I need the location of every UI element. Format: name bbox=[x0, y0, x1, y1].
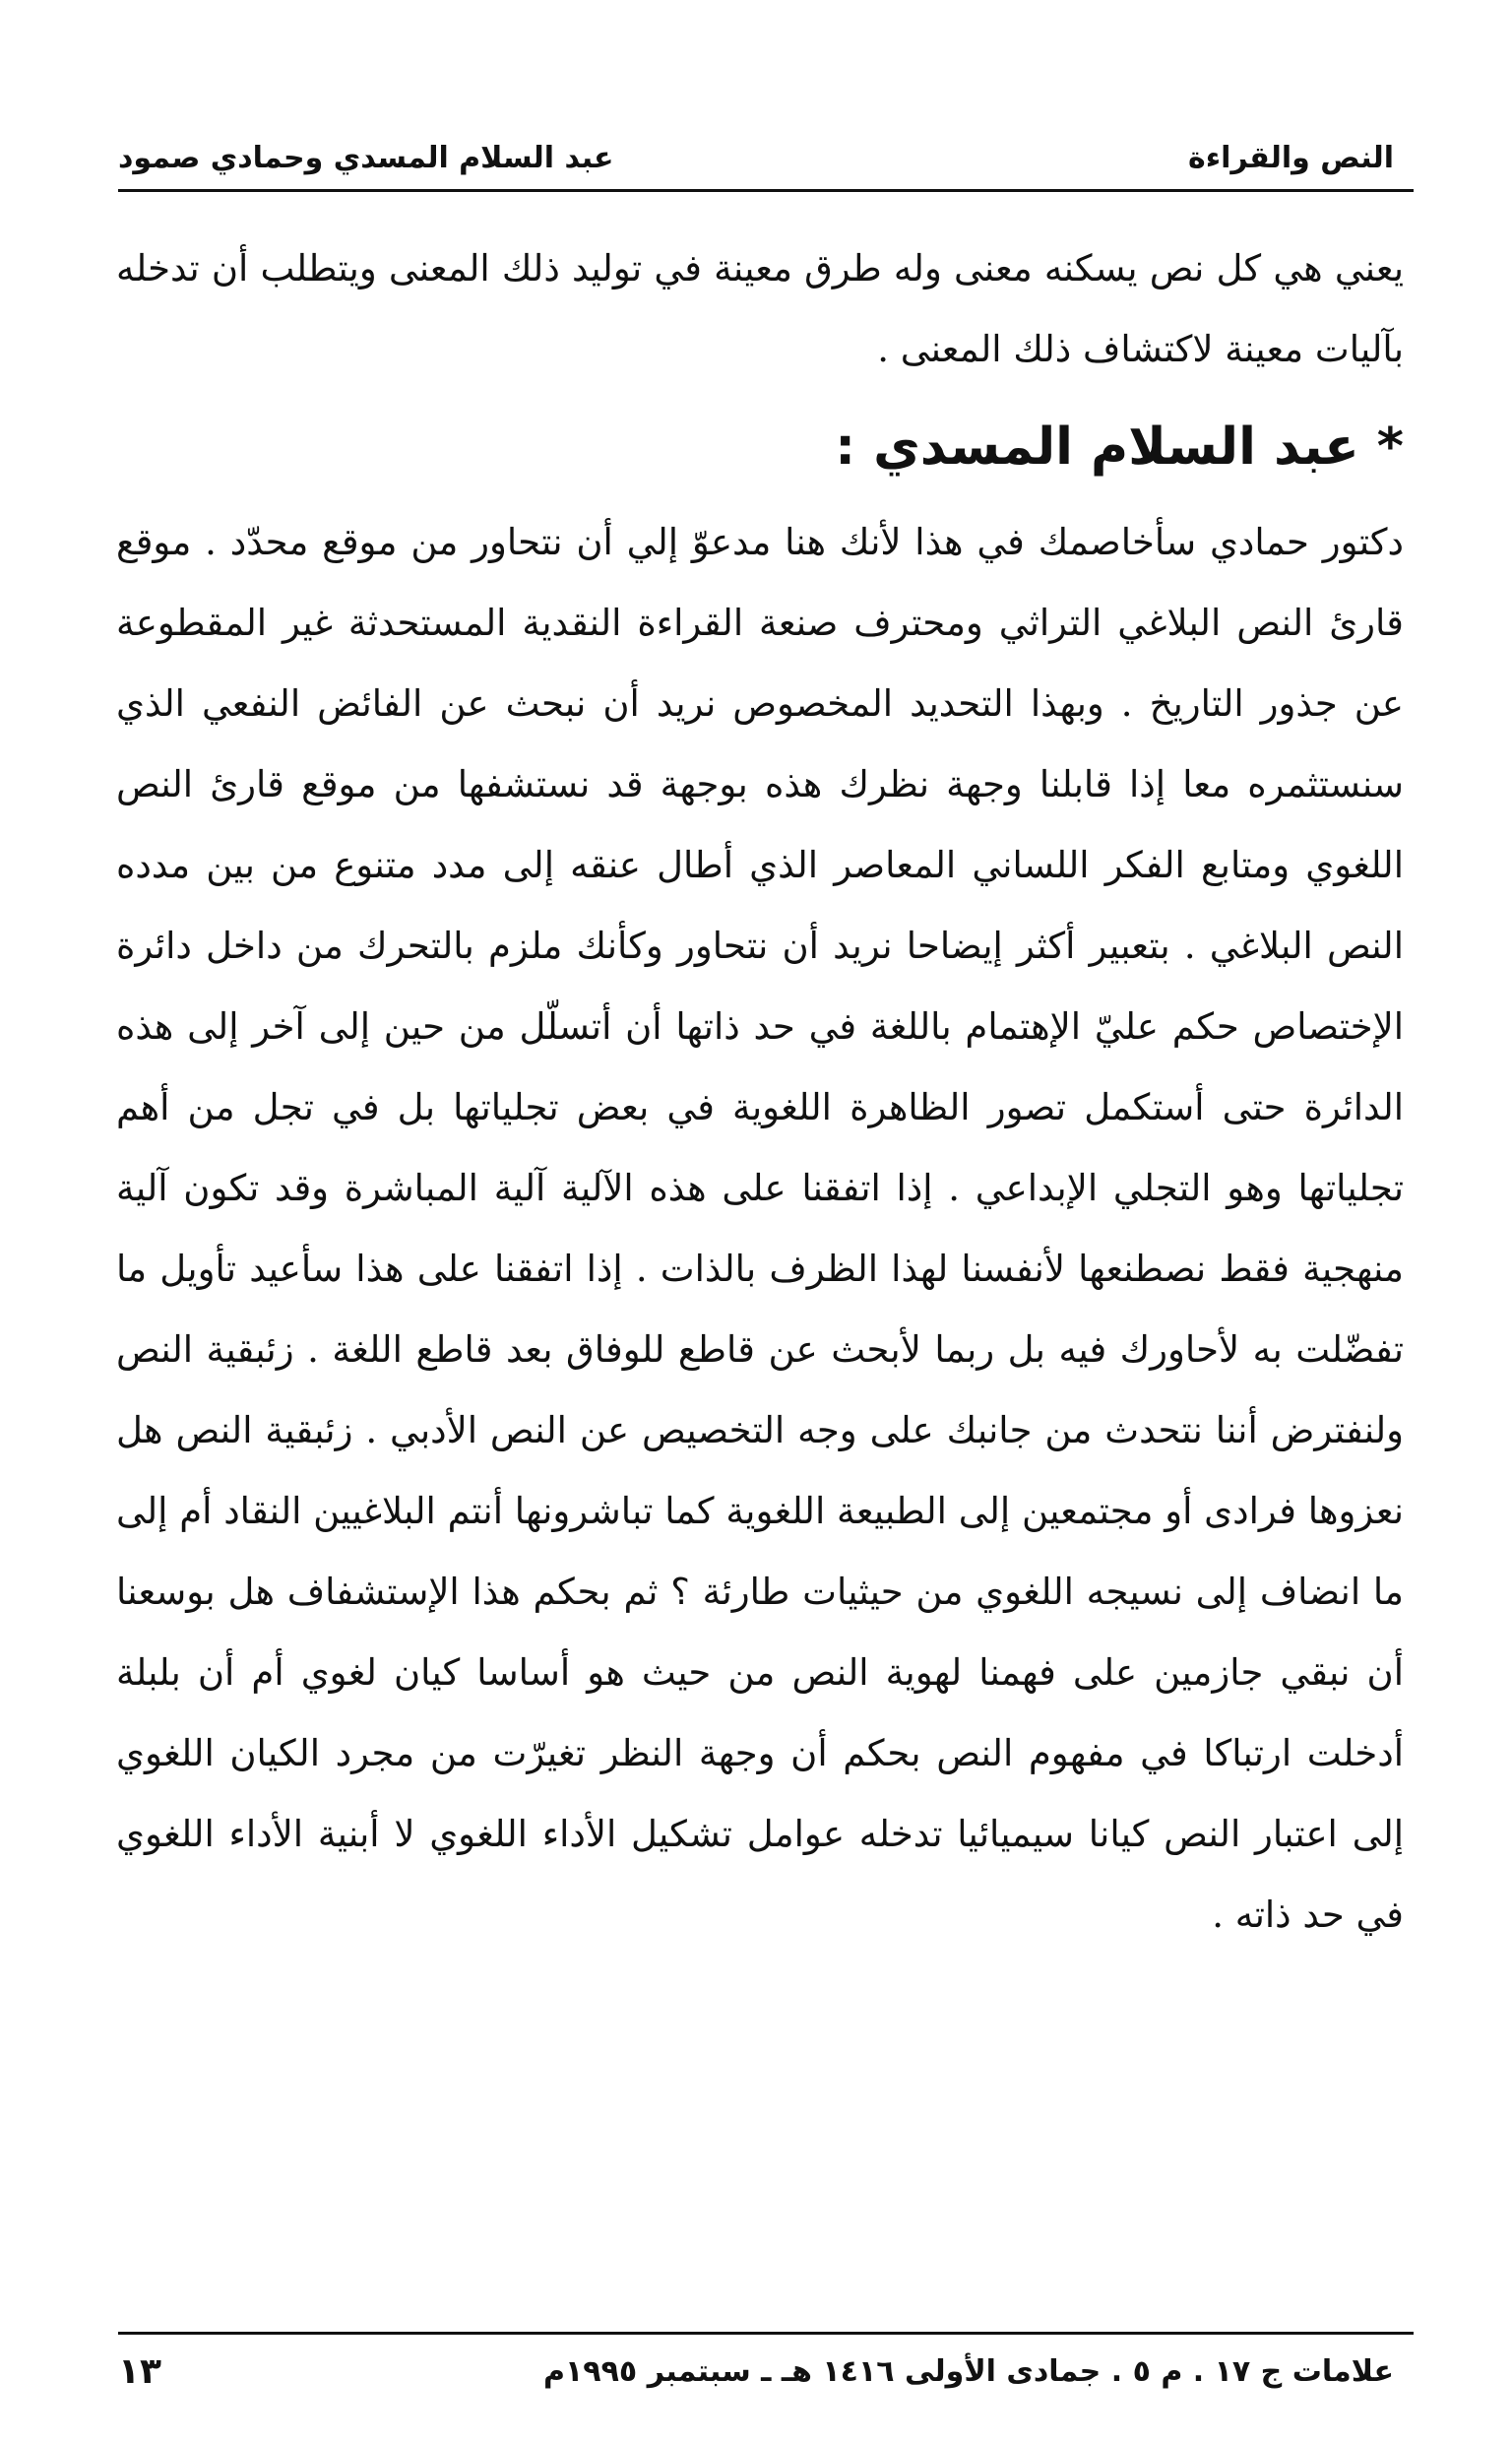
footer-divider bbox=[118, 2332, 1414, 2335]
main-paragraph: دكتور حمادي سأخاصمك في هذا لأنك هنا مدعوّ إلي أن نتحاور من موقع محدّد . موقع قارئ النص البلاغي التراثي ومحترف صنعة القراءة النقدية المستحدثة غير المقطوعة عن جذور التاريخ . وبهذا التحديد المخصوص نريد أن نبحث عن الفائض النفعي الذي سنستثمره معا إذا قابلنا وجهة نظرك هذه بوجهة قد نستشفها من موقع قارئ النص اللغوي ومتابع الفكر اللساني المعاصر الذي أطال عنقه إلى مدد متنوع من بين مدده النص البلاغي . بتعبير أكثر إيضاحا نريد أن نتحاور وكأنك ملزم بالتحرك من داخل دائرة الإختصاص حكم عليّ الإهتمام باللغة في حد ذاتها أن أتسلّل من حين إلى آخر إلى هذه الدائرة حتى أستكمل تصور الظاهرة اللغوية في بعض تجلياتها بل في تجل من أهم تجلياتها وهو التجلي الإبداعي . إذا اتفقنا على هذه الآلية آلية المباشرة وقد تكون آلية منهجية فقط نصطنعها لأنفسنا لهذا الظرف بالذات . إذا اتفقنا على هذا سأعيد تأويل ما تفضّلت به لأحاورك فيه بل ربما لأبحث عن قاطع للوفاق بعد قاطع اللغة . زئبقية النص ولنفترض أننا نتحدث من جانبك على وجه التخصيص عن النص الأدبي . زئبقية النص هل نعزوها فرادى أو مجتمعين إلى الطبيعة اللغوية كما تباشرونها أنتم البلاغيين النقاد أم إلى ما انضاف إلى نسيجه اللغوي من حيثيات طارئة ؟ ثم بحكم هذا الإستشفاف هل بوسعنا أن نبقي جازمين على فهمنا لهوية النص من حيث هو أساسا كيان لغوي أم أن بلبلة أدخلت ارتباكا في مفهوم النص بحكم أن وجهة النظر تغيرّت من مجرد الكيان اللغوي إلى اعتبار النص كيانا سيميائيا تدخله عوامل تشكيل الأداء اللغوي لا أبنية الأداء اللغوي في حد ذاته . bbox=[116, 521, 1404, 1936]
header-authors: عبد السلام المسدي وحمادي صمود bbox=[118, 141, 614, 175]
section-heading-text: عبد السلام المسدي : bbox=[835, 418, 1359, 477]
header-section-title: النص والقراءة bbox=[1188, 141, 1394, 175]
intro-paragraph: يعني هي كل نص يسكنه معنى وله طرق معينة في توليد ذلك المعنى ويتطلب أن تدخله بآليات معينة لاكتشاف ذلك المعنى . bbox=[116, 247, 1404, 370]
page-number: ١٣ bbox=[118, 2350, 161, 2392]
section-heading bbox=[116, 398, 1404, 496]
header-divider bbox=[118, 189, 1414, 192]
footer-journal-info: علامات ج ١٧ . م ٥ . جمادى الأولى ١٤١٦ هـ ـ سبتمبر ١٩٩٥م bbox=[543, 2353, 1394, 2389]
star-icon: * bbox=[1376, 418, 1404, 477]
running-footer bbox=[118, 2342, 1394, 2401]
running-header bbox=[118, 116, 1394, 175]
page-body bbox=[116, 228, 1404, 1956]
